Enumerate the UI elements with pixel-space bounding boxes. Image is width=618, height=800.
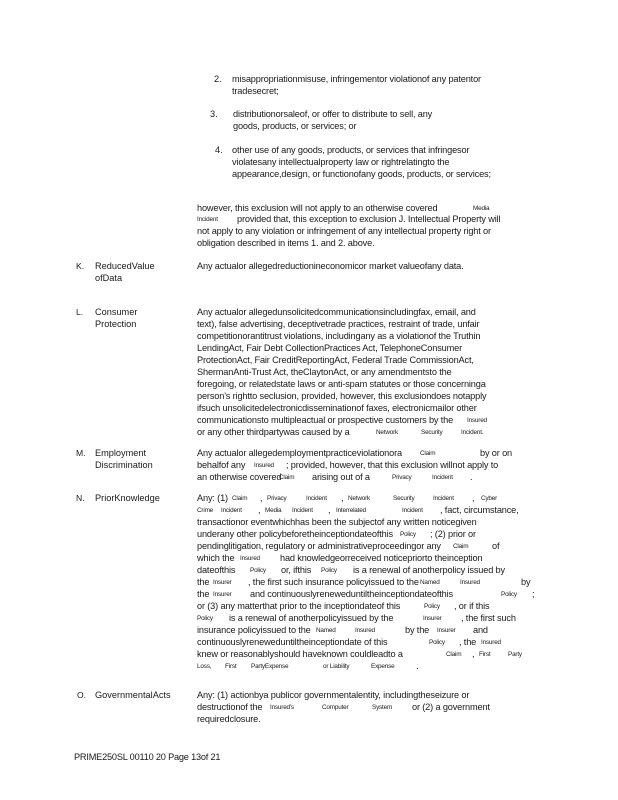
paragraph-line: however, this exclusion will not apply to an otherwise covered [197, 203, 438, 213]
defined-term: Insured [254, 462, 274, 469]
defined-term: Insured's [270, 704, 294, 711]
exclusion-text: and continuouslyreneweduntiltheinceptiondateofthis [250, 589, 453, 599]
exclusion-text: , fact, circumstance, [440, 505, 519, 515]
exclusion-text: , [328, 505, 331, 515]
defined-term: Interrelated [336, 507, 366, 514]
list-item-text: appearance,design, or functionofany goods, products, or services; [232, 169, 491, 179]
defined-term: Insured [355, 627, 375, 634]
exclusion-title: PriorKnowledge [95, 493, 160, 503]
exclusion-text: by or on [480, 448, 512, 458]
exclusion-text: , the first such insurance policyissued to the [248, 577, 419, 587]
defined-term: Insured [240, 555, 260, 562]
defined-term: Privacy [267, 495, 287, 502]
exclusion-text: which the [197, 553, 235, 563]
defined-term: Claim [420, 450, 436, 457]
exclusion-title: ofData [95, 273, 123, 283]
exclusion-text: transactionor eventwhichhas been the subjectof any written noticegiven [197, 517, 477, 527]
exclusion-text: , [341, 493, 344, 503]
exclusion-text: . [416, 661, 419, 671]
defined-term: Named [316, 627, 336, 634]
exclusion-text: by the [405, 625, 430, 635]
exclusion-text: , [472, 649, 475, 659]
paragraph-line: obligation described in items 1. and 2. above. [197, 238, 375, 248]
list-number: 3. [210, 109, 218, 119]
defined-term: Policy [321, 567, 337, 574]
defined-term: Claim [446, 651, 462, 658]
defined-term: Cyber [481, 495, 498, 502]
exclusion-letter: L. [76, 307, 84, 317]
defined-term: Incident [433, 495, 454, 502]
exclusion-title: ReducedValue [95, 261, 155, 271]
exclusion-text: knew or reasonablyshould haveknown couldleadto a [197, 649, 403, 659]
defined-term: Policy [424, 603, 440, 610]
exclusion-text: , the [459, 637, 477, 647]
exclusion-text: ; [532, 589, 535, 599]
exclusion-title: GovernmentalActs [95, 690, 171, 700]
list-item-text: other use of any goods, products, or services that infringesor [232, 145, 470, 155]
exclusion-text: Any actualor allegedunsolicitedcommunicationsincludingfax, email, and [197, 307, 476, 317]
list-number: 4. [215, 145, 223, 155]
defined-term: Policy [501, 591, 517, 598]
defined-term: PartyExpense [251, 663, 289, 670]
defined-term: Security [393, 495, 415, 502]
exclusion-letter: N. [76, 493, 85, 503]
exclusion-text: is a renewal of anotherpolicy issued by [353, 565, 505, 575]
exclusion-text: ; provided, however, that this exclusion willnot apply to [286, 460, 499, 470]
defined-term: Insured [467, 417, 487, 424]
defined-term: Insured [481, 639, 501, 646]
defined-term: Expense [371, 663, 395, 670]
defined-term: Claim [232, 495, 248, 502]
exclusion-text: or, ifthis [281, 565, 312, 575]
defined-term: Privacy [392, 474, 412, 481]
list-item-text: goods, products, or services; or [233, 121, 357, 131]
defined-term: Incident [197, 216, 218, 223]
defined-term: Computer [322, 704, 349, 711]
defined-term: Insurer [213, 579, 232, 586]
exclusion-text: the [197, 589, 210, 599]
exclusion-title: Protection [95, 319, 137, 329]
defined-term: Incident [432, 474, 453, 481]
list-item-text: misappropriationmisuse, infringementor violationof any patentor [232, 74, 481, 84]
exclusion-text: ShermanAnti-Trust Act, theClaytonAct, or any amendmentsto the [197, 367, 452, 377]
defined-term: Policy [429, 639, 445, 646]
defined-term: Incident [402, 507, 423, 514]
exclusion-text: is a renewal of anotherpolicyissued by the [229, 613, 394, 623]
defined-term: Policy [250, 567, 266, 574]
defined-term: Loss, [197, 663, 212, 670]
exclusion-text: LendingAct, Fair Debt CollectionPractices Act, TelephoneConsumer [197, 343, 462, 353]
exclusion-text: , [258, 505, 261, 515]
exclusion-text: , [472, 493, 475, 503]
defined-term: Insurer [213, 591, 232, 598]
exclusion-text: ; (2) prior or [430, 529, 476, 539]
list-item-text: tradesecret; [232, 86, 279, 96]
defined-term: or Liability [323, 663, 350, 670]
exclusion-text: person's rightto seclusion, provided, however, this exclusiondoes notapply [197, 391, 487, 401]
defined-term: Party [508, 651, 522, 658]
page-footer: PRIME250SL 00110 20 Page 13of 21 [74, 752, 221, 762]
exclusion-text: Any actualor allegedreductionineconomicor market valueofany data. [197, 261, 464, 271]
exclusion-text: behalfof any [197, 460, 246, 470]
exclusion-text: ifsuch unsolicitedelectronicdisseminationof faxes, electronicmailor other [197, 403, 477, 413]
exclusion-text: underany other policybeforetheinceptiondateofthis [197, 529, 393, 539]
defined-term: Incident. [461, 429, 484, 436]
exclusion-letter: M. [76, 448, 86, 458]
defined-term: Insurer [437, 627, 456, 634]
exclusion-text: by [521, 577, 531, 587]
list-number: 2. [214, 74, 222, 84]
exclusion-text: dateofthis [197, 565, 236, 575]
defined-term: Incident [221, 507, 242, 514]
exclusion-text: communicationsto multipleactual or prospective customers by the [197, 415, 454, 425]
defined-term: Policy [400, 531, 416, 538]
defined-term: Incident [306, 495, 327, 502]
defined-term: Media [473, 205, 490, 212]
list-item-text: distributionorsaleof, or offer to distribute to sell, any [233, 109, 433, 119]
exclusion-text: pendinglitigation, regulatory or administrativeproceedingor any [197, 541, 441, 551]
exclusion-title: Employment [95, 448, 147, 458]
exclusion-letter: K. [76, 261, 85, 271]
defined-term: Security [421, 429, 443, 436]
paragraph-line: provided that, this exception to exclusion J. Intellectual Property will [237, 214, 501, 224]
exclusion-text: the [197, 577, 210, 587]
exclusion-text: Any: (1) actionbya publicor governmentalentity, includingtheseizure or [197, 690, 470, 700]
defined-term: Policy [197, 615, 213, 622]
defined-term: Network [376, 429, 399, 436]
exclusion-text: text), false advertising, deceptivetrade practices, restraint of trade, unfair [197, 319, 480, 329]
exclusion-text: arising out of a [312, 472, 370, 482]
exclusion-text: destructionof the [197, 702, 263, 712]
exclusion-text: . [470, 472, 473, 482]
exclusion-text: requiredclosure. [197, 714, 261, 724]
defined-term: First [479, 651, 491, 658]
defined-term: Incident [292, 507, 313, 514]
exclusion-text: ProtectionAct, Fair CreditReportingAct, Federal Trade CommissionAct, [197, 355, 474, 365]
exclusion-text: an otherwise covered [197, 472, 282, 482]
exclusion-title: Discrimination [95, 460, 153, 470]
exclusion-text: had knowledgeorreceived noticepriorto theinception [280, 553, 483, 563]
defined-term: Crime [197, 507, 214, 514]
defined-term: Media [265, 507, 282, 514]
exclusion-text: competitionorantitrust violations, includingany as a violationof the Truthin [197, 331, 481, 341]
exclusion-letter: O. [77, 690, 87, 700]
exclusion-text: Any actualor allegedemploymentpracticeviolationora [197, 448, 402, 458]
exclusion-text: or (2) a government [412, 702, 490, 712]
defined-term: Insured [460, 579, 480, 586]
exclusion-text: and [473, 625, 488, 635]
defined-term: Claim [279, 474, 295, 481]
exclusion-title: Consumer [95, 307, 138, 317]
defined-term: Named [420, 579, 440, 586]
exclusion-text: , [260, 493, 263, 503]
exclusion-text: , or if this [454, 601, 490, 611]
exclusion-text: foregoing, or relatedstate laws or anti-spam statutes or those concerninga [197, 379, 486, 389]
exclusion-text: or (3) any matterthat prior to the inceptiondateof this [197, 601, 401, 611]
defined-term: First [225, 663, 237, 670]
paragraph-line: not apply to any violation or infringement of any intellectual property right or [197, 226, 491, 236]
exclusion-text: of [492, 541, 500, 551]
defined-term: Network [348, 495, 371, 502]
exclusion-text: or any other thirdpartywas caused by a [197, 427, 350, 437]
defined-term: Insurer [423, 615, 442, 622]
defined-term: Claim [453, 543, 469, 550]
exclusion-text: , the first such [461, 613, 516, 623]
exclusion-text: insurance policyissued to the [197, 625, 311, 635]
list-item-text: violatesany intellectualproperty law or rightrelatingto the [232, 157, 450, 167]
defined-term: System [372, 704, 393, 711]
exclusion-text: continuouslyreneweduntiltheinceptiondate of this [197, 637, 388, 647]
exclusion-text: Any: (1) [197, 493, 228, 503]
